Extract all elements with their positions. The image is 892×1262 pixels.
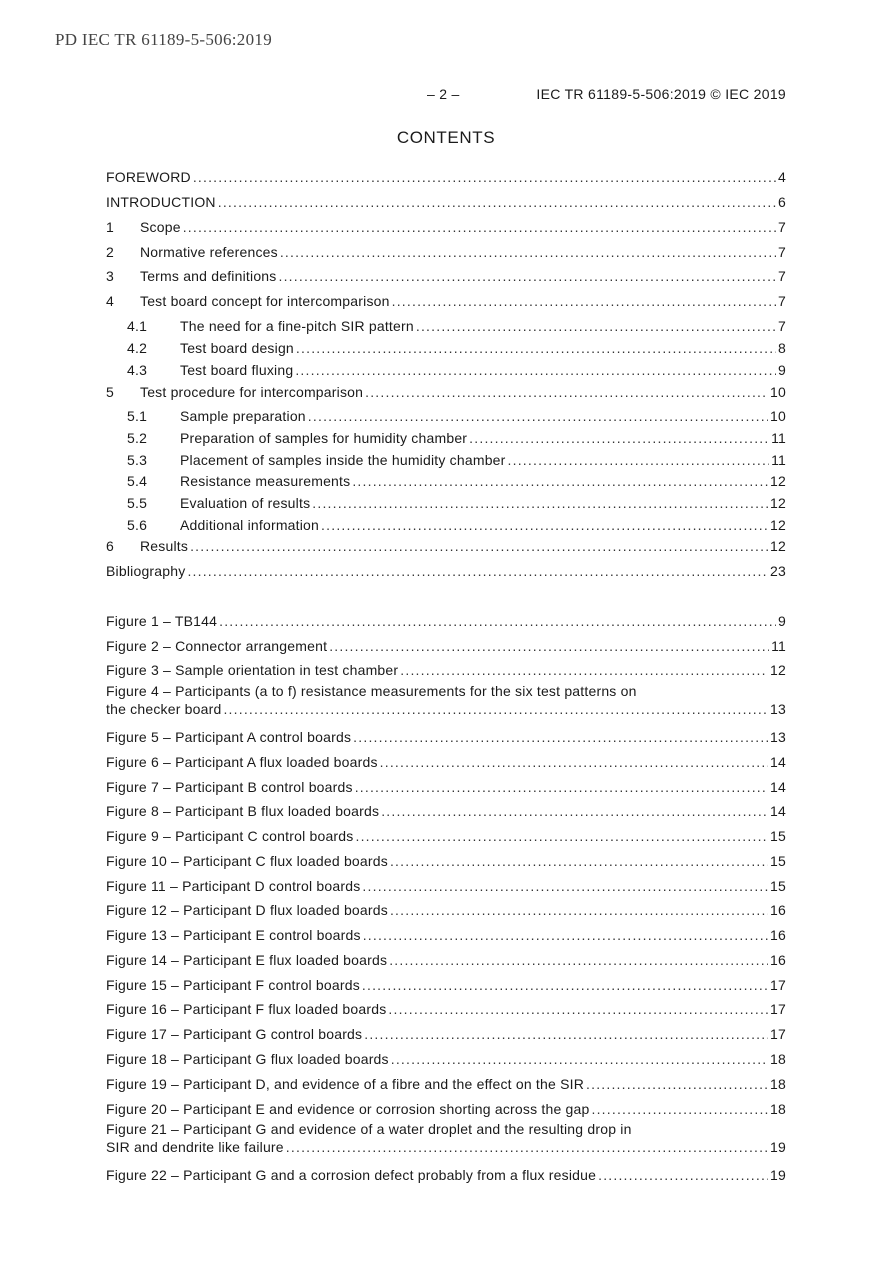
toc-entry-number: 4.2 bbox=[127, 340, 148, 356]
toc-entry[interactable] bbox=[106, 1120, 786, 1158]
toc-entry-number: 5.5 bbox=[127, 495, 148, 511]
toc-entry[interactable] bbox=[127, 357, 786, 379]
toc-entry-page: 15 bbox=[770, 878, 786, 894]
toc-entry-page: 12 bbox=[770, 517, 786, 533]
dot-leader bbox=[469, 429, 769, 447]
toc-entry-page: 9 bbox=[778, 362, 786, 378]
toc-entry[interactable] bbox=[106, 996, 786, 1018]
toc-entry-page: 11 bbox=[771, 430, 786, 446]
toc-entry-label: Test board fluxing bbox=[180, 362, 294, 378]
dot-leader bbox=[381, 802, 768, 820]
toc-entry-page: 12 bbox=[770, 495, 786, 511]
dot-leader bbox=[390, 852, 768, 870]
toc-entry-number: 5.6 bbox=[127, 517, 148, 533]
toc-entry-label: Resistance measurements bbox=[180, 473, 351, 489]
toc-entry[interactable] bbox=[127, 512, 786, 534]
dot-leader bbox=[389, 951, 768, 969]
toc-entry-page: 18 bbox=[770, 1076, 786, 1092]
toc-entry-page: 7 bbox=[778, 244, 786, 260]
toc-entry-page: 16 bbox=[770, 902, 786, 918]
contents-title: CONTENTS bbox=[396, 128, 496, 147]
toc-entry-page: 14 bbox=[770, 779, 786, 795]
standard-reference: IEC TR 61189-5-506:2019 © IEC 2019 bbox=[536, 86, 786, 102]
dot-leader bbox=[219, 612, 776, 630]
toc-entry-label: Results bbox=[140, 538, 189, 554]
toc-entry-label: Figure 18 – Participant G flux loaded boards bbox=[106, 1051, 389, 1067]
toc-entry-label: Bibliography bbox=[106, 563, 186, 579]
dot-leader bbox=[365, 383, 768, 401]
toc-entry-label: Figure 4 – Participants (a to f) resistance measurements for the six test patterns on bbox=[106, 683, 637, 699]
toc-entry-label: Test board design bbox=[180, 340, 294, 356]
toc-entry-number: 4.3 bbox=[127, 362, 148, 378]
toc-entry[interactable] bbox=[106, 922, 786, 944]
toc-entry-number: 2 bbox=[106, 244, 114, 260]
toc-entry-label: Additional information bbox=[180, 517, 320, 533]
toc-entry-page: 12 bbox=[770, 538, 786, 554]
toc-entry-page: 11 bbox=[771, 638, 786, 654]
toc-entry[interactable] bbox=[106, 1096, 786, 1118]
toc-entry[interactable] bbox=[106, 1021, 786, 1043]
dot-leader bbox=[598, 1166, 768, 1184]
toc-entry-label: Figure 20 – Participant E and evidence or corrosion shorting across the gap bbox=[106, 1101, 590, 1117]
toc-entry-number: 3 bbox=[106, 268, 114, 284]
toc-entry[interactable] bbox=[127, 468, 786, 490]
dot-leader bbox=[380, 753, 768, 771]
toc-entry[interactable] bbox=[127, 313, 786, 335]
dot-leader bbox=[586, 1075, 768, 1093]
toc-entry[interactable] bbox=[127, 447, 786, 469]
toc-entry-page: 18 bbox=[770, 1101, 786, 1117]
dot-leader bbox=[286, 1138, 768, 1156]
toc-entry-number: 5 bbox=[106, 384, 114, 400]
toc-entry-label: Test board concept for intercomparison bbox=[140, 293, 390, 309]
toc-entry[interactable] bbox=[106, 189, 786, 211]
dot-leader bbox=[353, 728, 768, 746]
toc-entry-page: 9 bbox=[778, 613, 786, 629]
toc-entry[interactable] bbox=[106, 633, 786, 655]
toc-entry[interactable] bbox=[106, 947, 786, 969]
toc-entry-page: 8 bbox=[778, 340, 786, 356]
dot-leader bbox=[592, 1100, 769, 1118]
toc-entry[interactable] bbox=[106, 1046, 786, 1068]
toc-entry-label: Figure 19 – Participant D, and evidence of a fibre and the effect on the SIR bbox=[106, 1076, 585, 1092]
dot-leader bbox=[329, 637, 769, 655]
toc-entry[interactable] bbox=[106, 263, 786, 285]
dot-leader bbox=[362, 976, 768, 994]
toc-entry-number: 6 bbox=[106, 538, 114, 554]
toc-entry-label: Figure 17 – Participant G control boards bbox=[106, 1026, 363, 1042]
toc-entry-page: 19 bbox=[770, 1139, 786, 1155]
dot-leader bbox=[400, 661, 768, 679]
toc-entry[interactable] bbox=[106, 724, 786, 746]
dot-leader bbox=[416, 317, 776, 335]
dot-leader bbox=[280, 243, 776, 261]
dot-leader bbox=[193, 168, 776, 186]
toc-entry-label: Figure 13 – Participant E control boards bbox=[106, 927, 361, 943]
toc-entry[interactable] bbox=[106, 657, 786, 679]
toc-entry-label: Figure 22 – Participant G and a corrosion defect probably from a flux residue bbox=[106, 1167, 597, 1183]
dot-leader bbox=[308, 407, 768, 425]
toc-entry-label-continued: SIR and dendrite like failure bbox=[106, 1139, 284, 1155]
toc-entry-label: Figure 16 – Participant F flux loaded boards bbox=[106, 1001, 387, 1017]
toc-entry[interactable] bbox=[106, 288, 786, 310]
toc-entry-number: 5.4 bbox=[127, 473, 148, 489]
toc-entry[interactable] bbox=[106, 897, 786, 919]
toc-entry-label: FOREWORD bbox=[106, 169, 191, 185]
document-id: PD IEC TR 61189-5-506:2019 bbox=[55, 30, 272, 49]
toc-entry-page: 7 bbox=[778, 268, 786, 284]
toc-entry-number: 5.3 bbox=[127, 452, 148, 468]
dot-leader bbox=[364, 1025, 768, 1043]
page-number: – 2 – bbox=[427, 86, 460, 102]
toc-entry-label: Figure 2 – Connector arrangement bbox=[106, 638, 328, 654]
toc-entry[interactable] bbox=[106, 873, 786, 895]
toc-entry[interactable] bbox=[127, 490, 786, 512]
toc-entry-page: 7 bbox=[778, 293, 786, 309]
toc-entry-number: 4 bbox=[106, 293, 114, 309]
dot-leader bbox=[363, 926, 768, 944]
toc-entry-label: Figure 1 – TB144 bbox=[106, 613, 218, 629]
toc-entry-label: Figure 10 – Participant C flux loaded boards bbox=[106, 853, 388, 869]
dot-leader bbox=[352, 472, 768, 490]
toc-entry-page: 19 bbox=[770, 1167, 786, 1183]
toc-entry[interactable] bbox=[127, 425, 786, 447]
toc-entry-label: Figure 5 – Participant A control boards bbox=[106, 729, 352, 745]
toc-entry-label: Figure 7 – Participant B control boards bbox=[106, 779, 353, 795]
toc-entry-label: Evaluation of results bbox=[180, 495, 311, 511]
dot-leader bbox=[187, 562, 768, 580]
toc-entry-page: 17 bbox=[770, 977, 786, 993]
toc-entry-page: 7 bbox=[778, 318, 786, 334]
toc-entry-page: 12 bbox=[770, 662, 786, 678]
toc-entry[interactable] bbox=[106, 1162, 786, 1184]
toc-entry[interactable] bbox=[106, 239, 786, 261]
toc-entry[interactable] bbox=[106, 608, 786, 630]
dot-leader bbox=[183, 218, 776, 236]
toc-entry-label: Test procedure for intercomparison bbox=[140, 384, 364, 400]
toc-entry-number: 5.2 bbox=[127, 430, 148, 446]
dot-leader bbox=[392, 292, 776, 310]
toc-entry-number: 1 bbox=[106, 219, 114, 235]
toc-entry-page: 7 bbox=[778, 219, 786, 235]
dot-leader bbox=[190, 537, 768, 555]
dot-leader bbox=[390, 901, 768, 919]
toc-entry-label: Preparation of samples for humidity chamber bbox=[180, 430, 468, 446]
toc-entry[interactable] bbox=[106, 558, 786, 580]
toc-entry-continuation bbox=[106, 700, 786, 718]
toc-entry-page: 6 bbox=[778, 194, 786, 210]
toc-entry[interactable] bbox=[106, 164, 786, 186]
toc-entry-label: Placement of samples inside the humidity chamber bbox=[180, 452, 506, 468]
toc-entry[interactable] bbox=[106, 972, 786, 994]
toc-entry-page: 10 bbox=[770, 408, 786, 424]
toc-entry-label: Figure 3 – Sample orientation in test chamber bbox=[106, 662, 399, 678]
toc-entry-label: Normative references bbox=[140, 244, 278, 260]
toc-entry-label: Figure 9 – Participant C control boards bbox=[106, 828, 354, 844]
toc-entry[interactable] bbox=[106, 848, 786, 870]
toc-entry-label: Figure 15 – Participant F control boards bbox=[106, 977, 360, 993]
toc-entry[interactable] bbox=[127, 335, 786, 357]
toc-entry-page: 13 bbox=[770, 729, 786, 745]
toc-entry-number: 5.1 bbox=[127, 408, 148, 424]
toc-entry[interactable] bbox=[106, 533, 786, 555]
toc-entry-label: Sample preparation bbox=[180, 408, 306, 424]
toc-entry-label: Figure 11 – Participant D control boards bbox=[106, 878, 361, 894]
toc-entry-page: 14 bbox=[770, 754, 786, 770]
dot-leader bbox=[312, 494, 768, 512]
toc-entry[interactable] bbox=[127, 403, 786, 425]
toc-entry-label: Figure 12 – Participant D flux loaded boards bbox=[106, 902, 388, 918]
toc-entry[interactable] bbox=[106, 749, 786, 771]
toc-entry-number: 4.1 bbox=[127, 318, 148, 334]
toc-entry-page: 16 bbox=[770, 952, 786, 968]
toc-entry[interactable] bbox=[106, 798, 786, 820]
toc-entry-label: INTRODUCTION bbox=[106, 194, 216, 210]
dot-leader bbox=[508, 451, 770, 469]
toc-entry-label: Terms and definitions bbox=[140, 268, 277, 284]
toc-entry-page: 17 bbox=[770, 1026, 786, 1042]
toc-entry-page: 17 bbox=[770, 1001, 786, 1017]
toc-entry-continuation bbox=[106, 1138, 786, 1156]
toc-entry-page: 18 bbox=[770, 1051, 786, 1067]
toc-entry[interactable] bbox=[106, 1071, 786, 1093]
toc-entry-page: 10 bbox=[770, 384, 786, 400]
toc-entry-page: 12 bbox=[770, 473, 786, 489]
dot-leader bbox=[223, 700, 768, 718]
toc-entry-label: Figure 21 – Participant G and evidence of a water droplet and the resulting drop in bbox=[106, 1121, 632, 1137]
toc-entry-page: 23 bbox=[770, 563, 786, 579]
toc-entry-page: 4 bbox=[778, 169, 786, 185]
dot-leader bbox=[218, 193, 776, 211]
dot-leader bbox=[391, 1050, 768, 1068]
toc-entry-page: 13 bbox=[770, 701, 786, 717]
dot-leader bbox=[355, 778, 768, 796]
toc-entry-label: The need for a fine-pitch SIR pattern bbox=[180, 318, 414, 334]
toc-entry[interactable] bbox=[106, 823, 786, 845]
toc-entry-page: 11 bbox=[771, 452, 786, 468]
dot-leader bbox=[279, 267, 777, 285]
toc-entry-label-continued: the checker board bbox=[106, 701, 222, 717]
dot-leader bbox=[388, 1000, 768, 1018]
dot-leader bbox=[295, 361, 776, 379]
toc-entry[interactable] bbox=[106, 682, 786, 720]
page-header bbox=[0, 86, 786, 104]
dot-leader bbox=[321, 516, 768, 534]
toc-entry-label: Scope bbox=[140, 219, 181, 235]
toc-entry[interactable] bbox=[106, 774, 786, 796]
toc-entry[interactable] bbox=[106, 214, 786, 236]
toc-entry-page: 16 bbox=[770, 927, 786, 943]
toc-entry-page: 15 bbox=[770, 828, 786, 844]
toc-entry[interactable] bbox=[106, 379, 786, 401]
dot-leader bbox=[355, 827, 768, 845]
toc-entry-label: Figure 6 – Participant A flux loaded boards bbox=[106, 754, 378, 770]
dot-leader bbox=[296, 339, 776, 357]
toc-entry-label: Figure 8 – Participant B flux loaded boards bbox=[106, 803, 380, 819]
toc-entry-page: 15 bbox=[770, 853, 786, 869]
dot-leader bbox=[362, 877, 768, 895]
toc-entry-page: 14 bbox=[770, 803, 786, 819]
toc-entry-label: Figure 14 – Participant E flux loaded boards bbox=[106, 952, 388, 968]
